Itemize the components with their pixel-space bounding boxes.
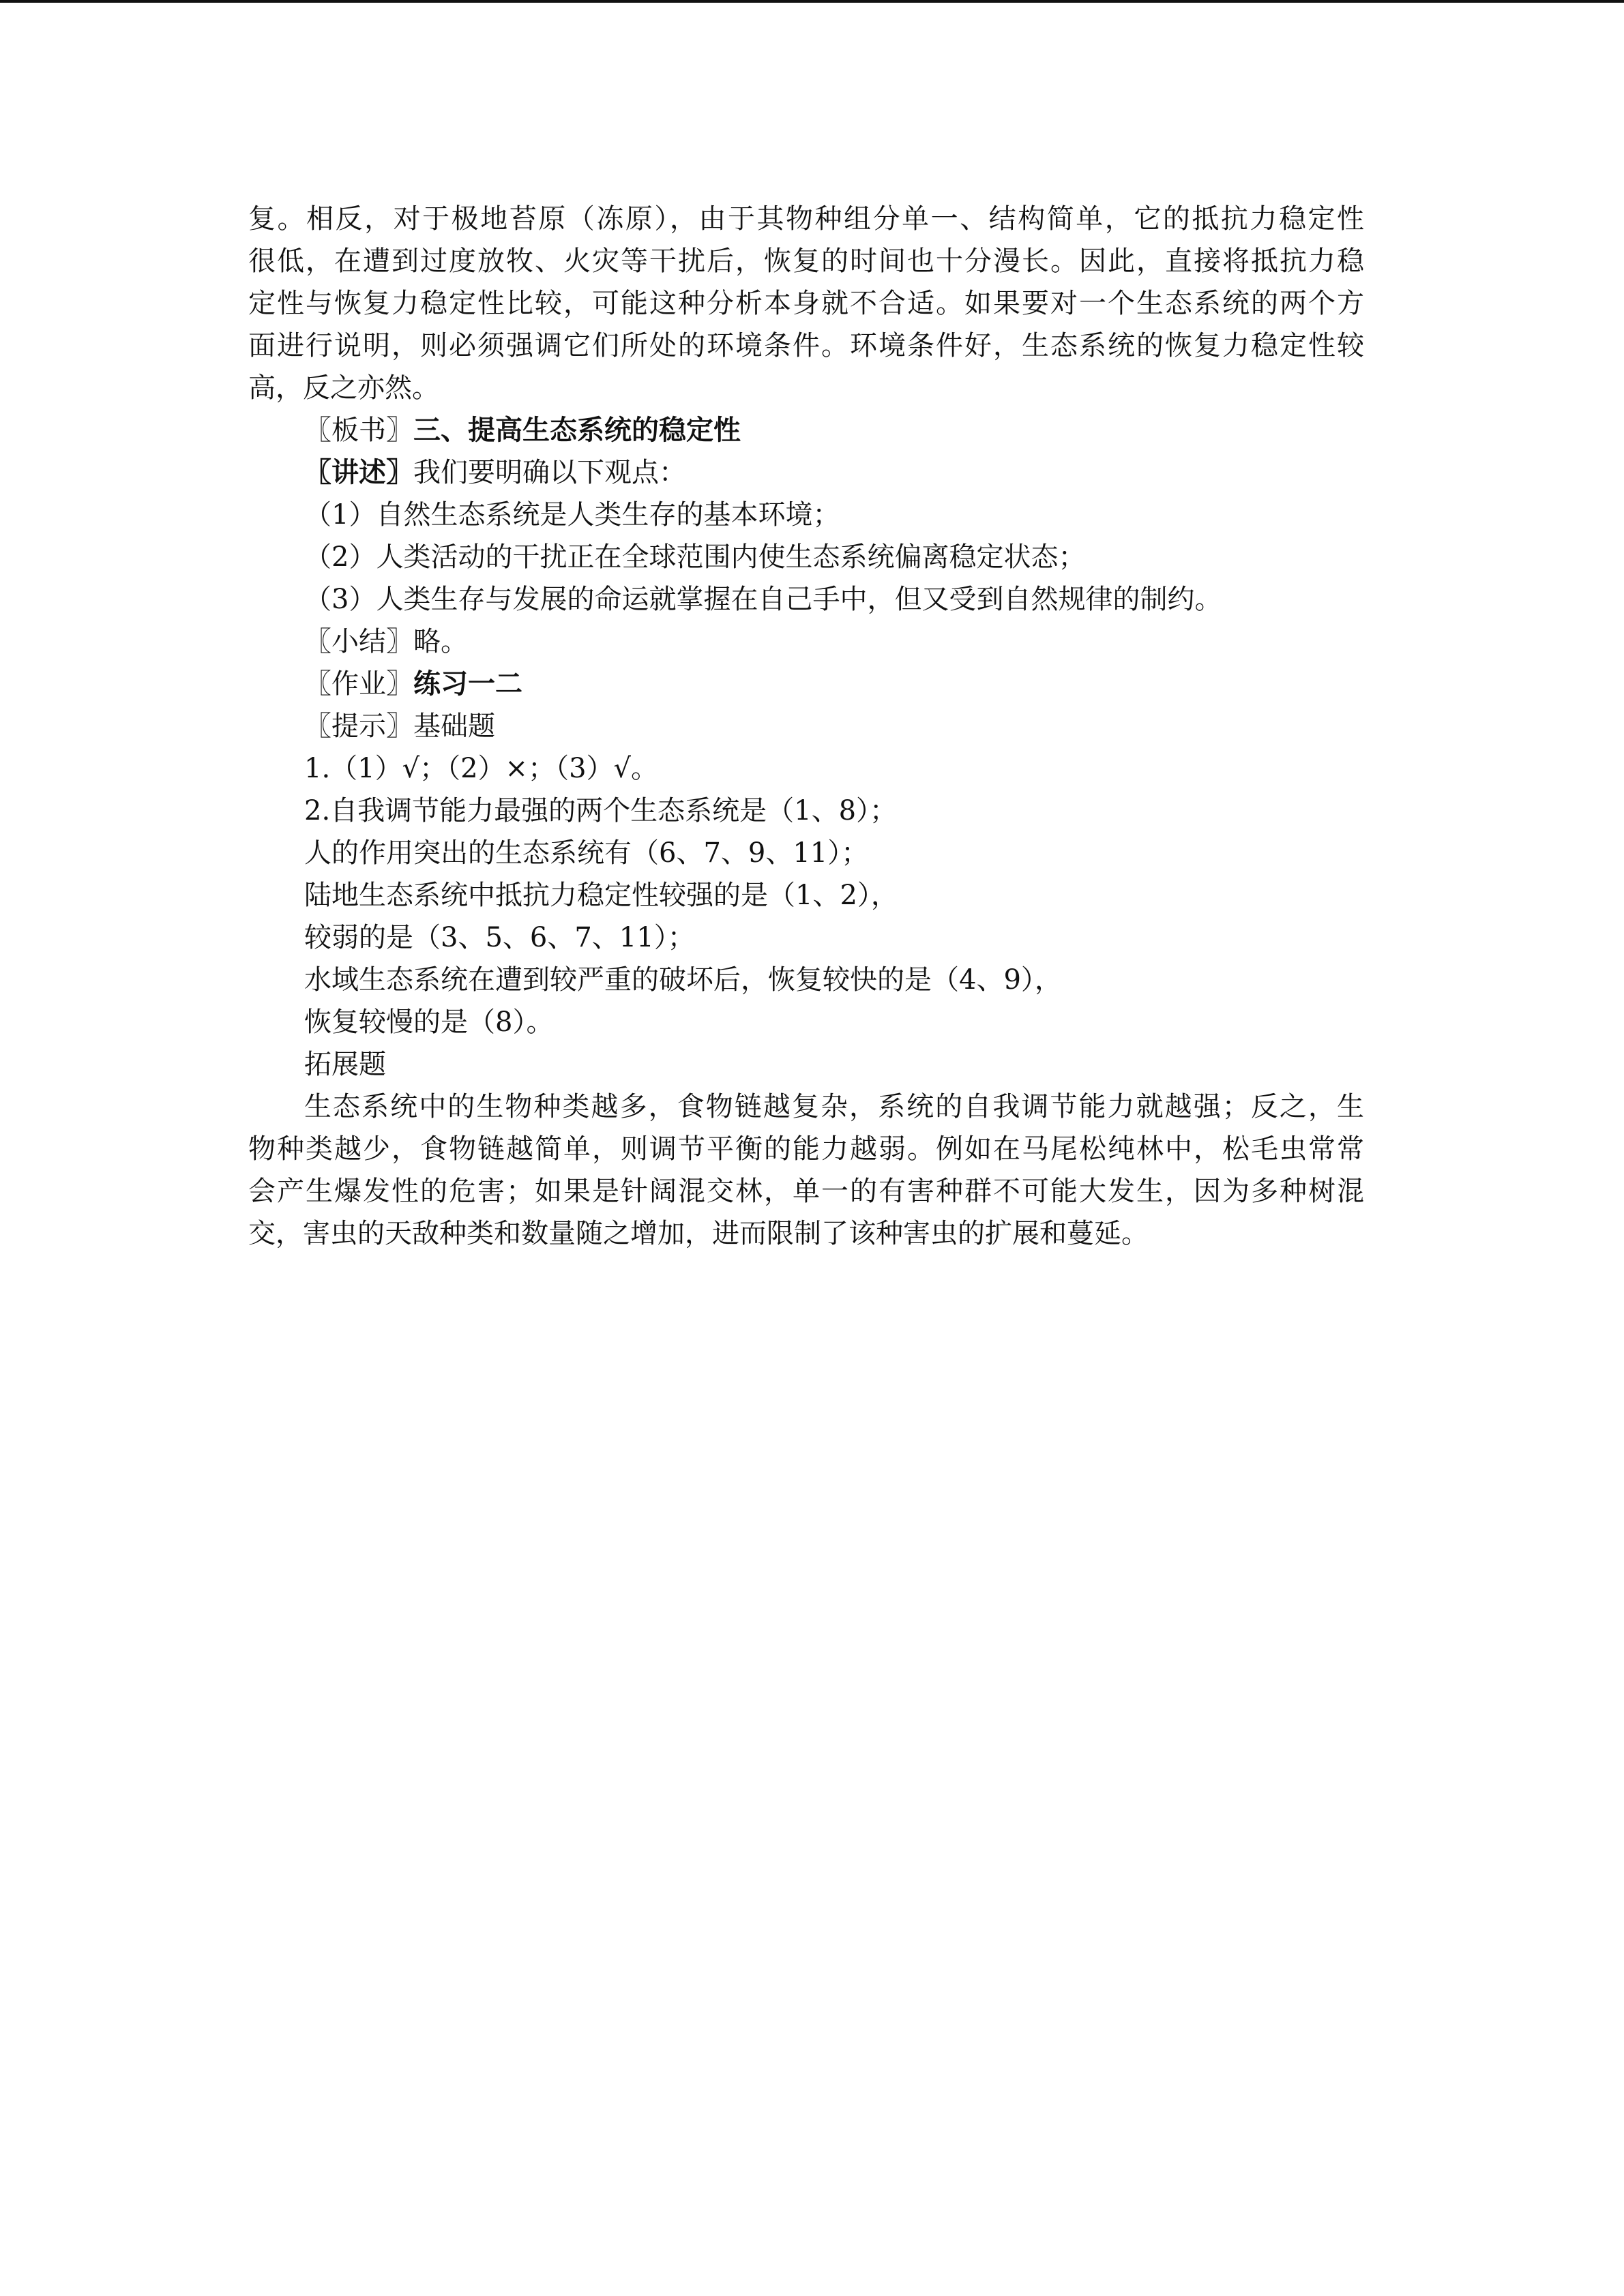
summary-tag: 〖小结〗 <box>304 626 413 657</box>
answer-line: 恢复较慢的是（8）。 <box>304 1007 554 1038</box>
homework-note <box>248 663 1364 705</box>
text-line: 高，反之亦然。 <box>248 372 439 404</box>
text-line: 很低，在遭到过度放牧、火灾等干扰后，恢复的时间也十分漫长。因此，直接将抵抗力稳 <box>248 245 1364 277</box>
text-line: 物种类越少，食物链越简单，则调节平衡的能力越弱。例如在马尾松纯林中，松毛虫常常 <box>248 1133 1364 1165</box>
text-line: 会产生爆发性的危害；如果是针阔混交林，单一的有害种群不可能大发生，因为多种树混 <box>248 1176 1364 1207</box>
answer-line: 较弱的是（3、5、6、7、11）； <box>304 922 695 953</box>
homework-tag: 〖作业〗 <box>304 668 413 700</box>
lecture-tag: 〖讲述〗 <box>304 456 413 488</box>
text-line: 交，害虫的天敌种类和数量随之增加，进而限制了该种害虫的扩展和蔓延。 <box>248 1218 1149 1249</box>
summary-note <box>248 621 1364 663</box>
board-note <box>248 409 1364 451</box>
answer-line: 2.自我调节能力最强的两个生态系统是（1、8）； <box>304 795 898 826</box>
answer-line: 1.（1）√；（2）×；（3）√。 <box>304 753 659 784</box>
lecture-text: 我们要明确以下观点： <box>413 457 686 488</box>
hint-note <box>248 705 1364 747</box>
lecture-note <box>248 451 1364 494</box>
hint-text: 基础题 <box>413 711 495 742</box>
text-line: 定性与恢复力稳定性比较，可能这种分析本身就不合适。如果要对一个生态系统的两个方 <box>248 288 1364 319</box>
board-tag: 〖板书〗 <box>304 415 413 446</box>
list-item: （1）自然生态系统是人类生存的基本环境； <box>304 499 840 531</box>
text-line: 复。相反，对于极地苔原（冻原），由于其物种组分单一、结构简单，它的抵抗力稳定性 <box>248 203 1364 235</box>
text-line: 生态系统中的生物种类越多，食物链越复杂，系统的自我调节能力就越强；反之，生 <box>304 1091 1364 1122</box>
hint-tag: 〖提示〗 <box>304 711 413 742</box>
paragraph-extension <box>248 1086 1364 1255</box>
homework-text: 练习一二 <box>413 668 522 700</box>
page-top-border <box>0 0 1624 3</box>
key-points-list <box>248 494 1364 621</box>
paragraph-stability-comparison <box>248 198 1364 409</box>
text-line: 面进行说明，则必须强调它们所处的环境条件。环境条件好，生态系统的恢复力稳定性较 <box>248 330 1364 361</box>
answer-line: 陆地生态系统中抵抗力稳定性较强的是（1、2）， <box>304 880 898 911</box>
extension-heading: 拓展题 <box>304 1049 386 1080</box>
section-heading: 三、提高生态系统的稳定性 <box>413 414 741 446</box>
document-page <box>248 198 1364 1255</box>
answer-line: 人的作用突出的生态系统有（6、7、9、11）； <box>304 837 869 869</box>
answers-list <box>248 747 1364 1043</box>
answer-line: 水域生态系统在遭到较严重的破坏后，恢复较快的是（4、9）， <box>304 964 1062 996</box>
list-item: （3）人类生存与发展的命运就掌握在自己手中，但又受到自然规律的制约。 <box>304 584 1222 615</box>
list-item: （2）人类活动的干扰正在全球范围内使生态系统偏离稳定状态； <box>304 541 1086 573</box>
summary-text: 略。 <box>413 626 468 657</box>
